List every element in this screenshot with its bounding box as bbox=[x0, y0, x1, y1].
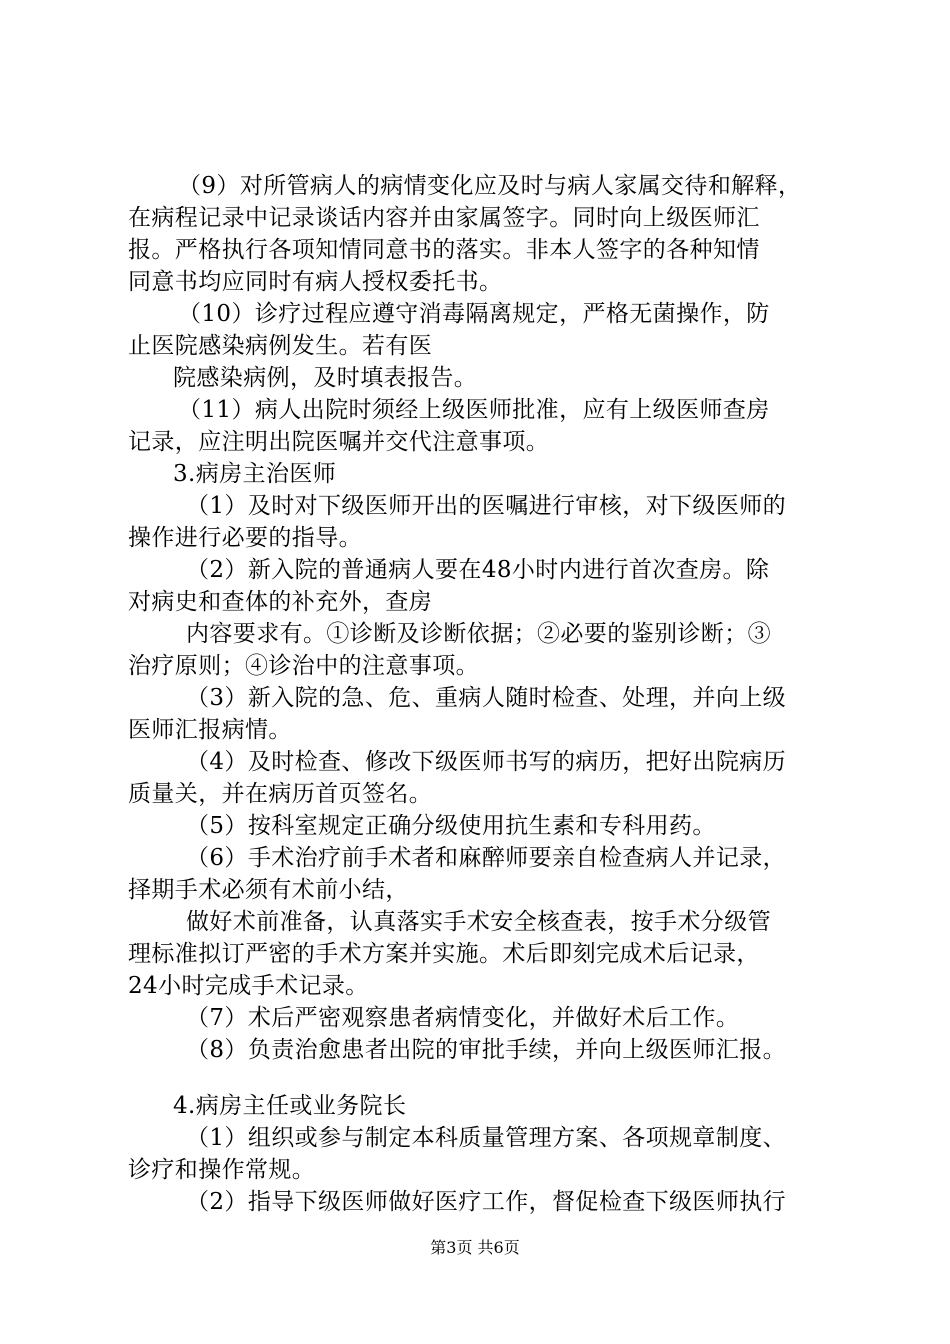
paragraph-line: 诊疗和操作常规。 bbox=[128, 1157, 316, 1183]
paragraph-line: 择期手术必须有术前小结， bbox=[128, 877, 409, 903]
paragraph-line: （3）新入院的急、危、重病人随时检查、处理，并向上级 bbox=[186, 685, 787, 711]
paragraph-line: 对病史和查体的补充外，查房 bbox=[128, 589, 433, 615]
paragraph-line: 医师汇报病情。 bbox=[128, 717, 292, 743]
paragraph-line: 做好术前准备，认真落实手术安全核查表，按手术分级管 bbox=[186, 909, 771, 935]
paragraph-line: 报。严格执行各项知情同意书的落实。非本人签字的各种知情 bbox=[128, 237, 760, 263]
paragraph-line: 院感染病例，及时填表报告。 bbox=[173, 365, 478, 391]
paragraph-line: （1）及时对下级医师开出的医嘱进行审核，对下级医师的 bbox=[186, 493, 787, 519]
section-heading: 3.病房主治医师 bbox=[173, 461, 337, 487]
paragraph-line: 质量关，并在病历首页签名。 bbox=[128, 781, 433, 807]
paragraph-line: （7）术后严密观察患者病情变化，并做好术后工作。 bbox=[186, 1005, 740, 1031]
paragraph-line: （10）诊疗过程应遵守消毒隔离规定，严格无菌操作，防 bbox=[178, 301, 770, 327]
paragraph-line: 记录，应注明出院医嘱并交代注意事项。 bbox=[128, 429, 550, 455]
paragraph-line: 24小时完成手术记录。 bbox=[128, 973, 369, 999]
paragraph-line: 在病程记录中记录谈话内容并由家属签字。同时向上级医师汇 bbox=[128, 205, 760, 231]
paragraph-line: 理标准拟订严密的手术方案并实施。术后即刻完成术后记录， bbox=[128, 941, 760, 967]
paragraph-line: 止医院感染病例发生。若有医 bbox=[128, 333, 433, 359]
paragraph-spacer bbox=[128, 1066, 828, 1090]
section-heading: 4.病房主任或业务院长 bbox=[173, 1093, 407, 1119]
paragraph-line: （4）及时检查、修改下级医师书写的病历，把好出院病历 bbox=[186, 749, 787, 775]
paragraph-line: （11）病人出院时须经上级医师批准，应有上级医师查房 bbox=[178, 397, 770, 423]
paragraph-line: （9）对所管病人的病情变化应及时与病人家属交待和解释， bbox=[178, 173, 802, 199]
paragraph-line: （8）负责治愈患者出院的审批手续，并向上级医师汇报。 bbox=[186, 1037, 787, 1063]
paragraph-line: （2）指导下级医师做好医疗工作，督促检查下级医师执行 bbox=[186, 1189, 787, 1215]
paragraph-line: （6）手术治疗前手术者和麻醉师要亲自检查病人并记录， bbox=[186, 845, 787, 871]
paragraph-line: 治疗原则；④诊治中的注意事项。 bbox=[128, 653, 479, 679]
page-number-footer: 第3页 共6页 bbox=[430, 1238, 520, 1257]
paragraph-line: 内容要求有。①诊断及诊断依据；②必要的鉴别诊断；③ bbox=[186, 621, 771, 647]
paragraph-line: （2）新入院的普通病人要在48小时内进行首次查房。除 bbox=[186, 557, 770, 583]
document-body bbox=[128, 170, 828, 1218]
paragraph-line: 同意书均应同时有病人授权委托书。 bbox=[128, 269, 503, 295]
paragraph-line: 操作进行必要的指导。 bbox=[128, 525, 362, 551]
paragraph-line: （1）组织或参与制定本科质量管理方案、各项规章制度、 bbox=[186, 1125, 787, 1151]
paragraph-line: （5）按科室规定正确分级使用抗生素和专科用药。 bbox=[186, 813, 716, 839]
